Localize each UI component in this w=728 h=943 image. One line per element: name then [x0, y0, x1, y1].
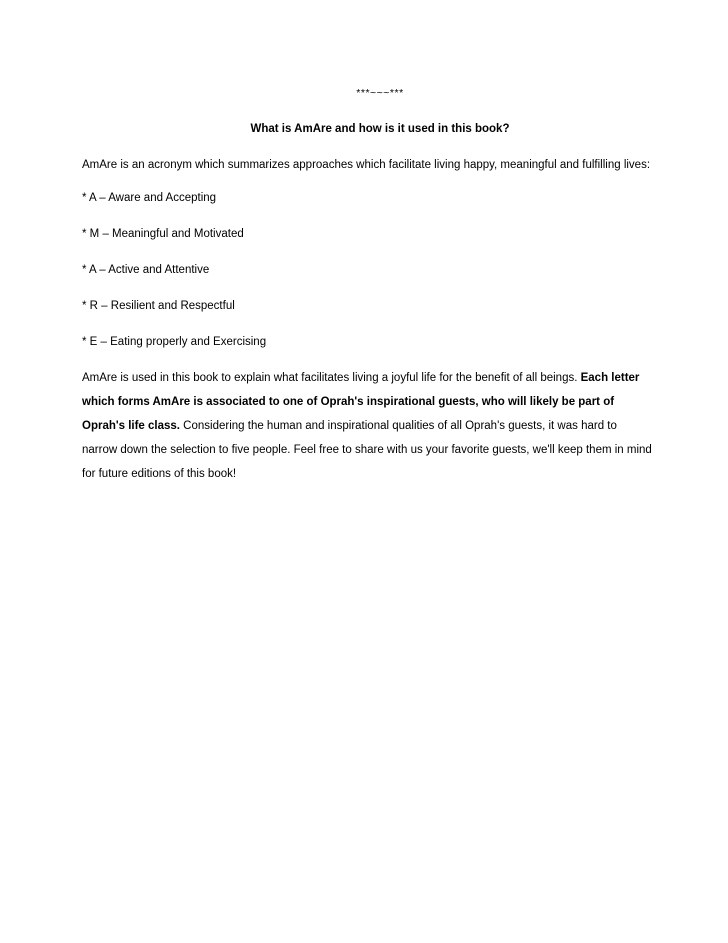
intro-paragraph: AmAre is an acronym which summarizes approaches which facilitate living happy, meaningful and fulfilling lives: [82, 159, 651, 171]
acronym-item-a-aware: * A – Aware and Accepting [82, 192, 217, 204]
acronym-item-e-eating: * E – Eating properly and Exercising [82, 336, 267, 348]
section-ornament: ***~~~*** [356, 87, 404, 99]
acronym-item-r-resilient: * R – Resilient and Respectful [82, 300, 235, 312]
acronym-item-a-active: * A – Active and Attentive [82, 264, 210, 276]
body-text-part3: Considering the human and inspirational qualities of all Oprah's guests, it was hard to narrow down the selection to five people. Feel free to share with us your favorite guests, we'll keep them in mind for future editions of this book! [82, 420, 652, 480]
acronym-item-m-meaningful: * M – Meaningful and Motivated [82, 228, 244, 240]
section-heading: What is AmAre and how is it used in this book? [250, 123, 510, 135]
acronym-list [82, 189, 652, 351]
body-text-part1: AmAre is used in this book to explain what facilitates living a joyful life for the benefit of all beings. [82, 372, 581, 384]
document-content [82, 84, 652, 504]
body-text-bold: Each letter which forms AmAre is associated to one of Oprah's inspirational guests, who will likely be part of Oprah's life class. [82, 372, 640, 432]
body-paragraph [82, 366, 652, 486]
